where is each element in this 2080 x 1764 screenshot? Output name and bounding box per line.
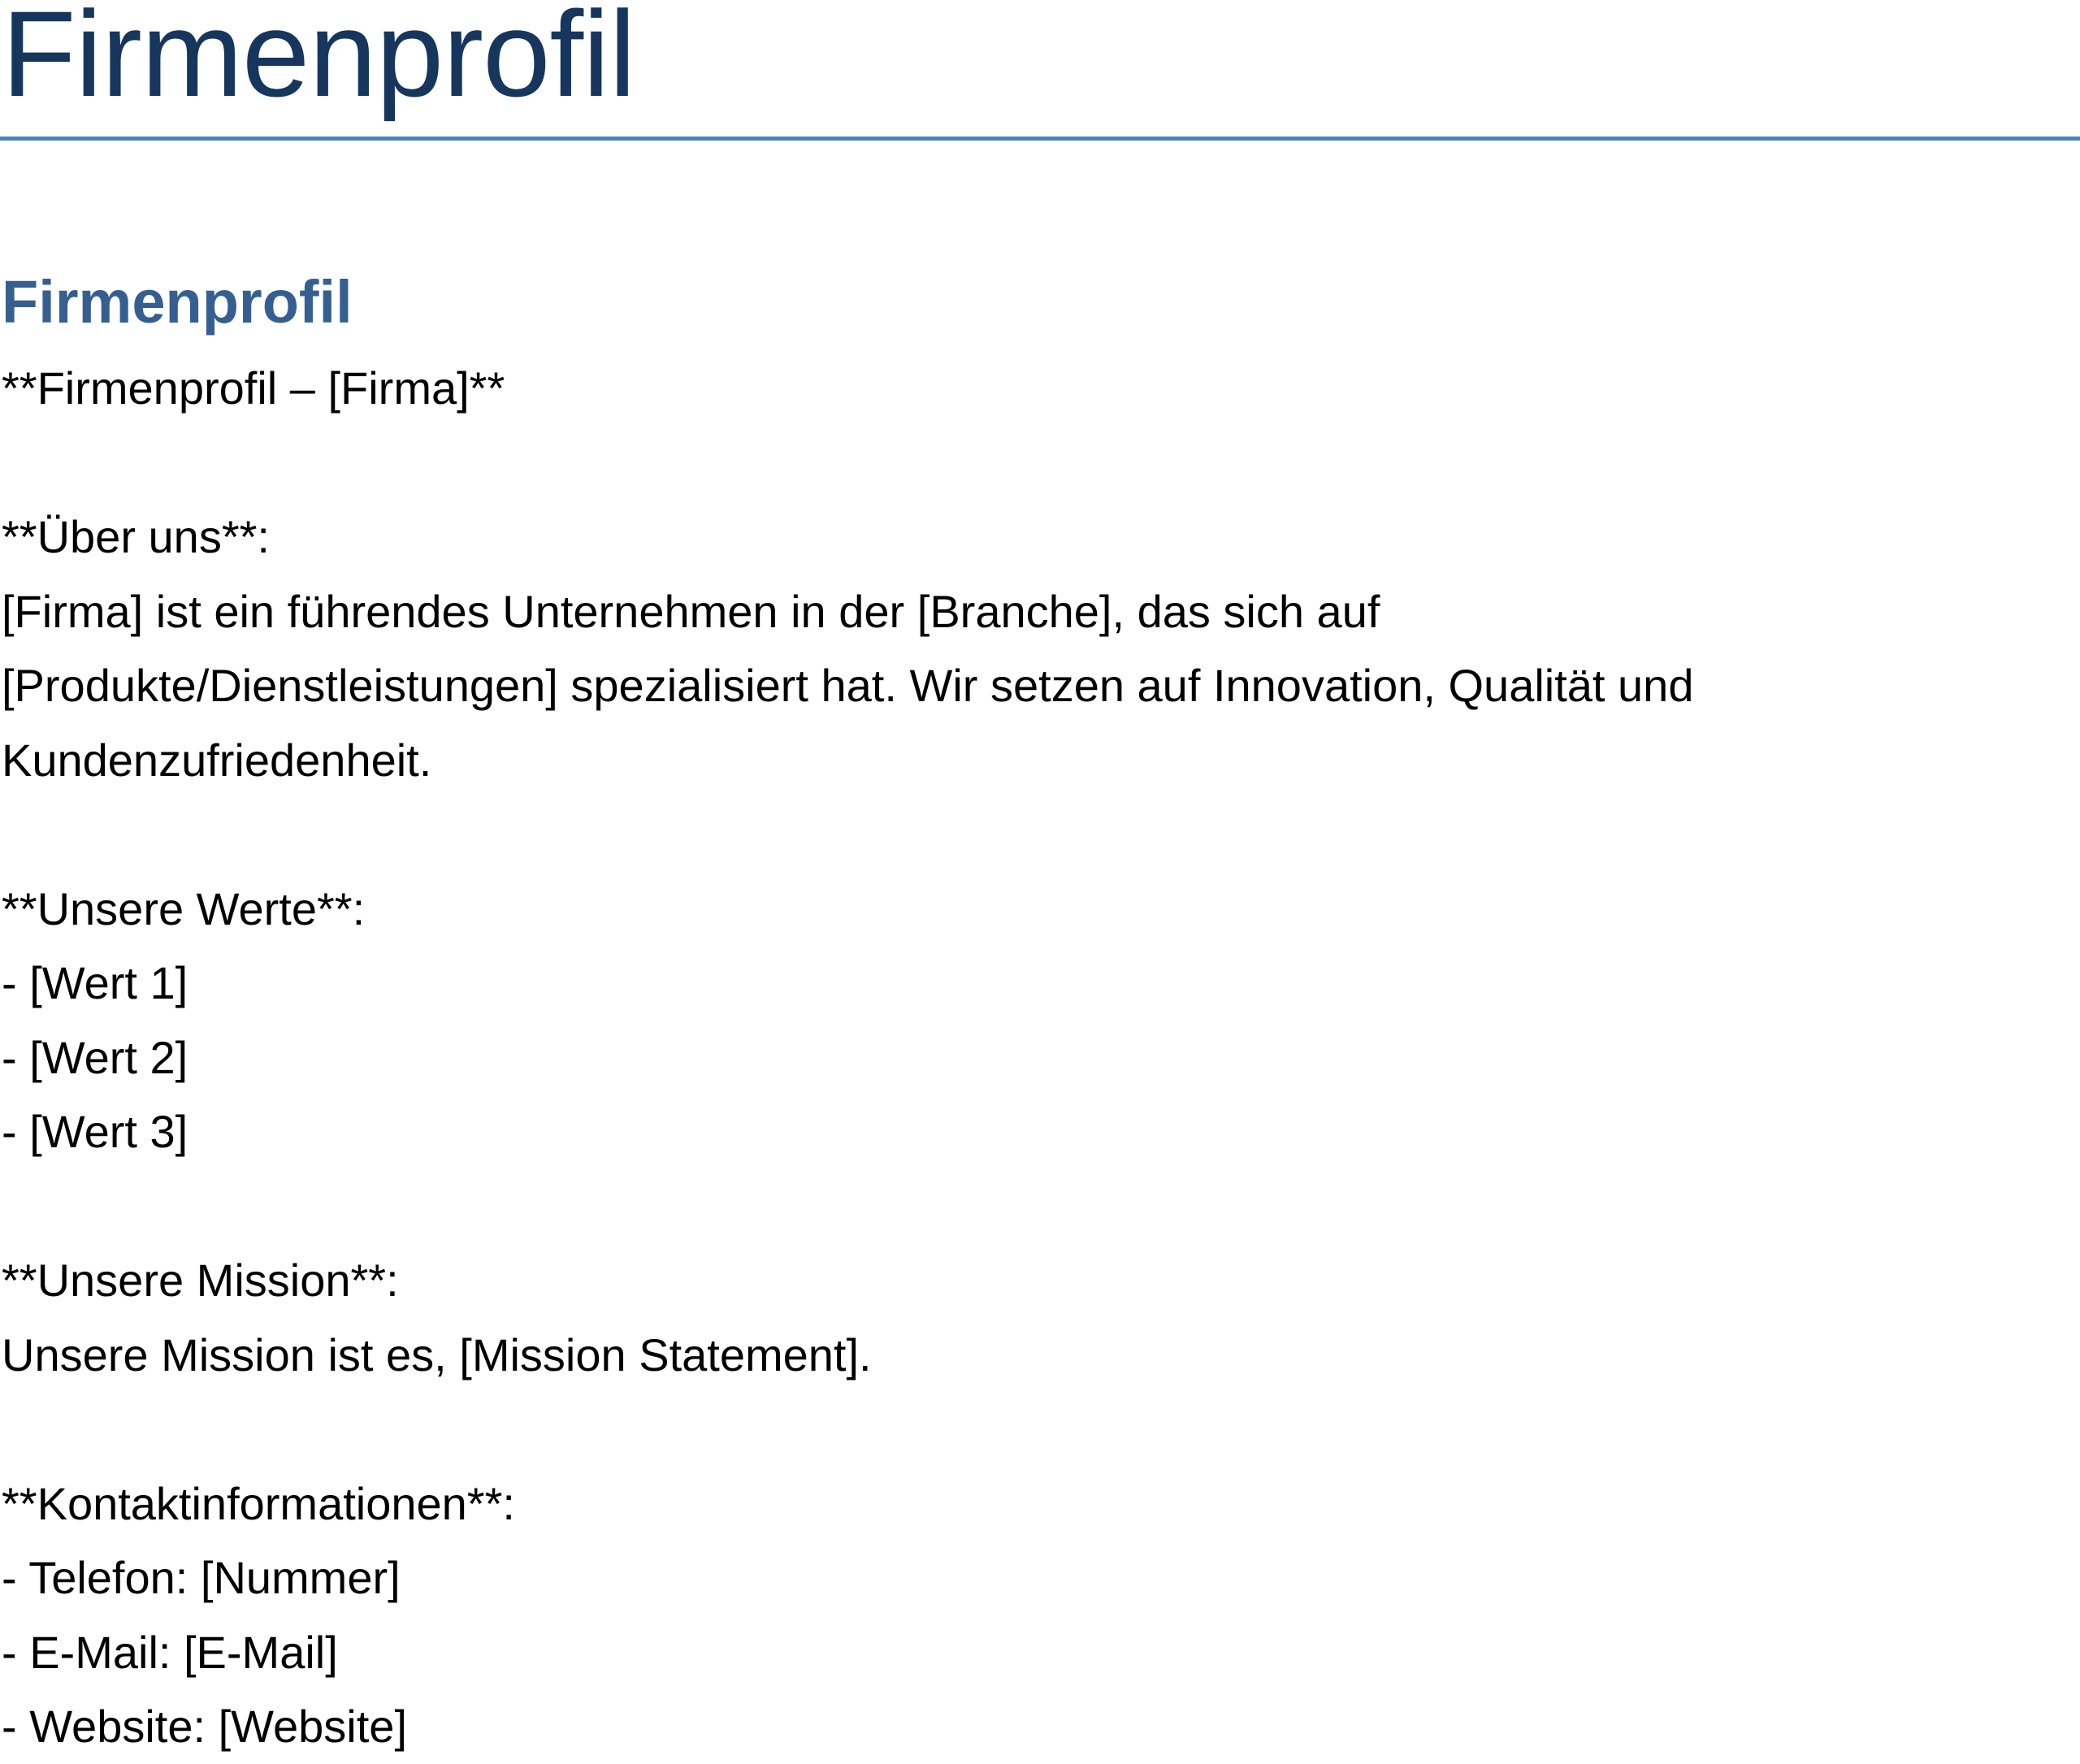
blank-line [2,1392,2033,1467]
section-heading: Firmenprofil [2,268,353,336]
mission-heading-line: **Unsere Mission**: [2,1255,399,1306]
document-body [2,351,2033,1764]
blank-line [2,426,2033,501]
profile-title-line: **Firmenprofil – [Firma]** [2,362,505,414]
about-us-text-line-1: [Firma] ist ein führendes Unternehmen in der [Branche], das sich auf [2,585,1380,637]
value-item-2: - [Wert 2] [2,1031,188,1083]
contact-heading-line: **Kontaktinformationen**: [2,1477,515,1529]
blank-line [2,797,2033,872]
contact-phone-line: - Telefon: [Nummer] [2,1552,401,1603]
title-underline-rule [0,137,2080,141]
about-us-heading-line: **Über uns**: [2,511,270,562]
mission-text-line: Unsere Mission ist es, [Mission Statement]. [2,1328,872,1380]
values-heading-line: **Unsere Werte**: [2,882,366,934]
value-item-1: - [Wert 1] [2,957,188,1008]
document-title: Firmenprofil [2,0,635,122]
contact-email-line: - E-Mail: [E-Mail] [2,1626,338,1678]
blank-line [2,1169,2033,1244]
about-us-text-line-3: Kundenzufriedenheit. [2,734,432,786]
contact-website-line: - Website: [Website] [2,1701,407,1752]
about-us-text-line-2: [Produkte/Dienstleistungen] spezialisiert hat. Wir setzen auf Innovation, Qualität und [2,660,1694,711]
value-item-3: - [Wert 3] [2,1106,188,1157]
